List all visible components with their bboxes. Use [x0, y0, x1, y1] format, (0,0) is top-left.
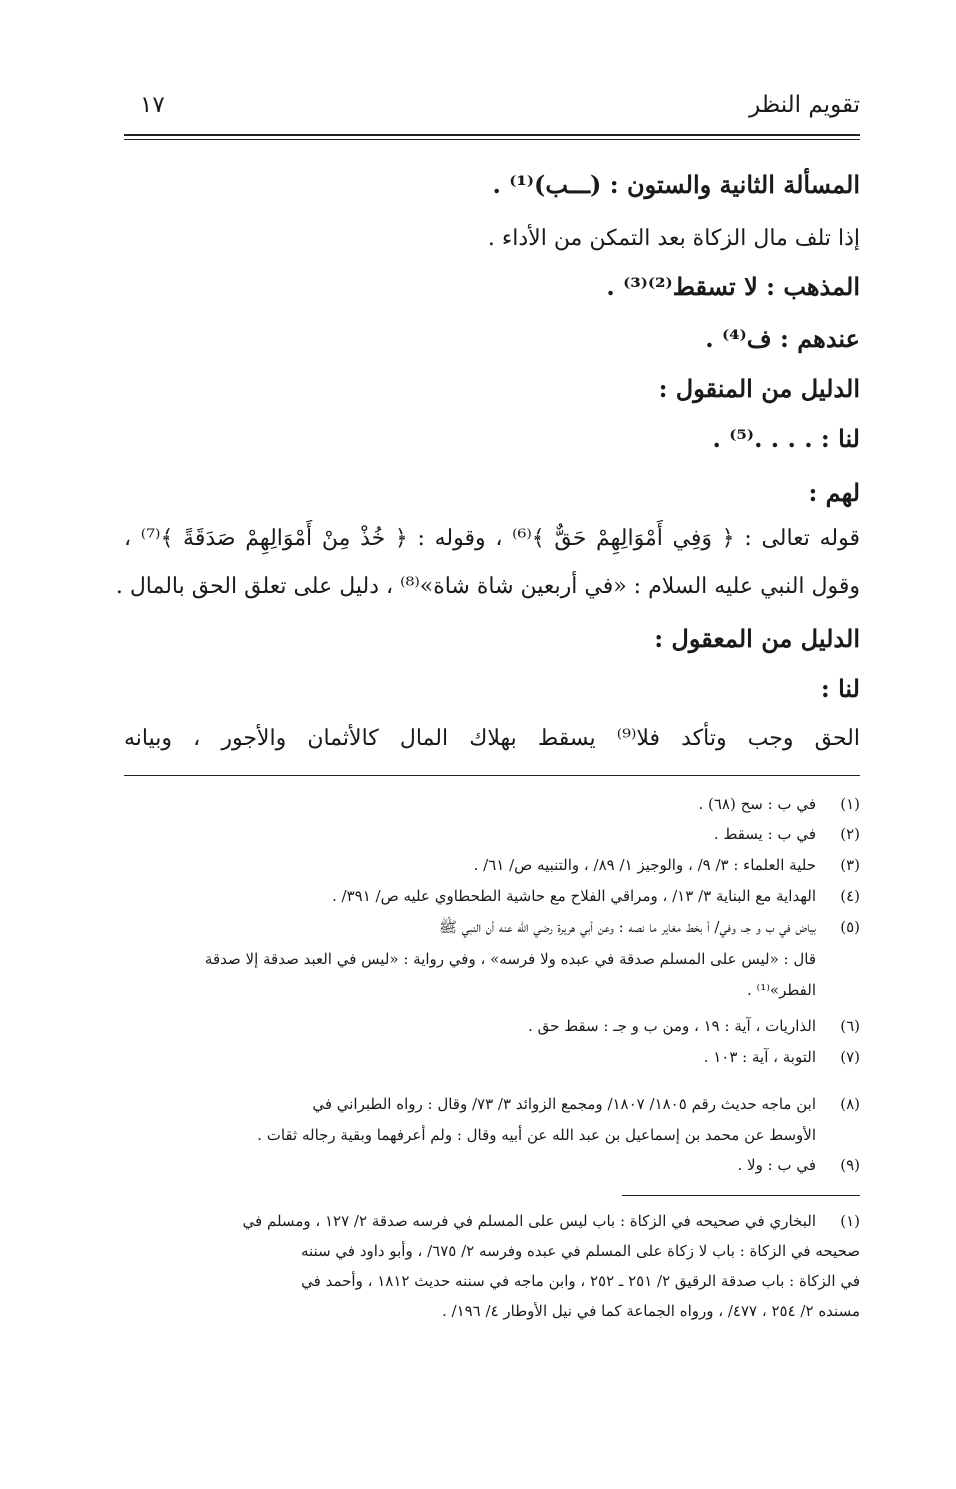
footnote-text: الذاريات ، آية : ١٩ ، ومن ب و جـ : سقط حق . — [528, 1017, 816, 1035]
opponents-line: عندهم : ف⁽⁴⁾ . — [705, 324, 860, 353]
footnote-3 — [124, 856, 860, 874]
footnote-number: (١) — [840, 1212, 860, 1230]
header-rule-thin — [124, 139, 860, 140]
subnote-1-cont2: في الزكاة : باب صدقة الرقيق ٢/ ٢٥١ ـ ٢٥٢ ، وابن ماجه في سننه حديث ١٨١٢ ، وأحمد في — [301, 1272, 860, 1290]
footnote-number: (١) — [840, 795, 860, 813]
hadith-line: وقول النبي عليه السلام : «في أربعين شاة شاة»⁽⁸⁾ ، دليل على تعلق الحق بالمال . — [115, 574, 860, 599]
footnote-8 — [124, 1095, 860, 1113]
section-rational-evidence: الدليل من المعقول : — [654, 624, 860, 653]
running-header-title: تقويم النظر — [749, 92, 860, 118]
footnote-number: (٩) — [840, 1156, 860, 1174]
footnote-5-cont2: الفطر»⁽¹⁾ . — [746, 981, 816, 999]
subnote-1 — [124, 1212, 860, 1230]
footnote-9 — [124, 1156, 860, 1174]
their-evidence-heading: لهم : — [808, 478, 860, 507]
footnote-text: في ب : ولا . — [737, 1156, 816, 1174]
page-number: ١٧ — [140, 92, 165, 118]
footnote-number: (٧) — [840, 1048, 860, 1066]
footnote-text: في ب : يسقط . — [713, 825, 816, 843]
footnote-text: البخاري في صحيحه في الزكاة : باب ليس على المسلم في فرسه صدقة ٢/ ١٢٧ ، ومسلم في — [242, 1212, 816, 1230]
our-rational-heading: لنا : — [820, 674, 860, 703]
rational-argument-line: الحق وجب وتأكد فلا⁽⁹⁾ يسقط بهلاك المال كالأثمان والأجور ، وبيانه — [124, 726, 860, 751]
section-transmitted-evidence: الدليل من المنقول : — [658, 374, 860, 403]
footnote-text: حلية العلماء : ٣/ ٩/ ، والوجيز ١/ ٨٩/ ، والتنبيه ص/ ٦١/ . — [473, 856, 816, 874]
footnote-number: (٤) — [840, 887, 860, 905]
issue-title: المسألة الثانية والستون : (ـــب)⁽¹⁾ . — [492, 170, 860, 199]
header-rule — [124, 134, 860, 136]
footnote-number: (٦) — [840, 1017, 860, 1035]
our-evidence-line: لنا : . . . .⁽⁵⁾ . — [712, 424, 860, 453]
footnote-separator — [124, 775, 860, 776]
footnote-text: بياض في ب و جـ، وفي/ أ بخط مغاير ما نصه : وعن أبي هريرة رضي الله عنه أن النبي ﷺ — [438, 918, 816, 936]
quran-quotes-line: قوله تعالى : ﴿ وَفِي أَمْوَالِهِمْ حَقٌّ ﴾⁽⁶⁾ ، وقوله : ﴿ خُذْ مِنْ أَمْوَالِهِمْ صَدَقَةً ﴾⁽⁷⁾ ، — [124, 526, 860, 551]
footnote-text: في ب : سح (٦٨) . — [698, 795, 816, 813]
footnote-5 — [124, 918, 860, 940]
subnote-separator — [622, 1195, 860, 1196]
subnote-1-cont3: مسنده ٢/ ٢٥٤ ، ٤٧٧/ ، ورواه الجماعة كما في نيل الأوطار ٤/ ١٩٦/ . — [441, 1302, 860, 1320]
footnote-5-cont: قال : «ليس على المسلم صدقة في عبده ولا فرسه» ، وفي رواية : «ليس في العبد صدقة إلا صدقة — [204, 950, 816, 968]
footnote-number: (٨) — [840, 1095, 860, 1113]
issue-statement: إذا تلف مال الزكاة بعد التمكن من الأداء . — [487, 226, 860, 251]
footnote-1 — [124, 795, 860, 813]
footnote-number: (٢) — [840, 825, 860, 843]
footnote-4 — [124, 887, 860, 905]
footnote-text: ابن ماجه حديث رقم ١٨٠٥/ ١٨٠٧/ ومجمع الزوائد ٣/ ٧٣/ وقال : رواه الطبراني في — [312, 1095, 816, 1113]
footnote-6 — [124, 1017, 860, 1035]
madhhab-line: المذهب : لا تسقط⁽²⁾⁽³⁾ . — [606, 272, 860, 301]
footnote-text: الهداية مع البناية ٣/ ١٣/ ، ومراقي الفلاح مع حاشية الطحطاوي عليه ص/ ٣٩١/ . — [331, 887, 816, 905]
footnote-number: (٣) — [840, 856, 860, 874]
footnote-number: (٥) — [840, 918, 860, 936]
footnote-text: التوبة ، آية : ١٠٣ . — [703, 1048, 816, 1066]
footnote-2 — [124, 825, 860, 843]
footnote-8-cont: الأوسط عن محمد بن إسماعيل بن عبد الله عن أبيه وقال : ولم أعرفهما وبقية رجاله ثقات . — [257, 1126, 816, 1144]
footnote-7 — [124, 1048, 860, 1066]
subnote-1-cont: صحيحه في الزكاة : باب لا زكاة على المسلم في عبده وفرسه ٢/ ٦٧٥/ ، وأبو داود في سننه — [300, 1242, 860, 1260]
